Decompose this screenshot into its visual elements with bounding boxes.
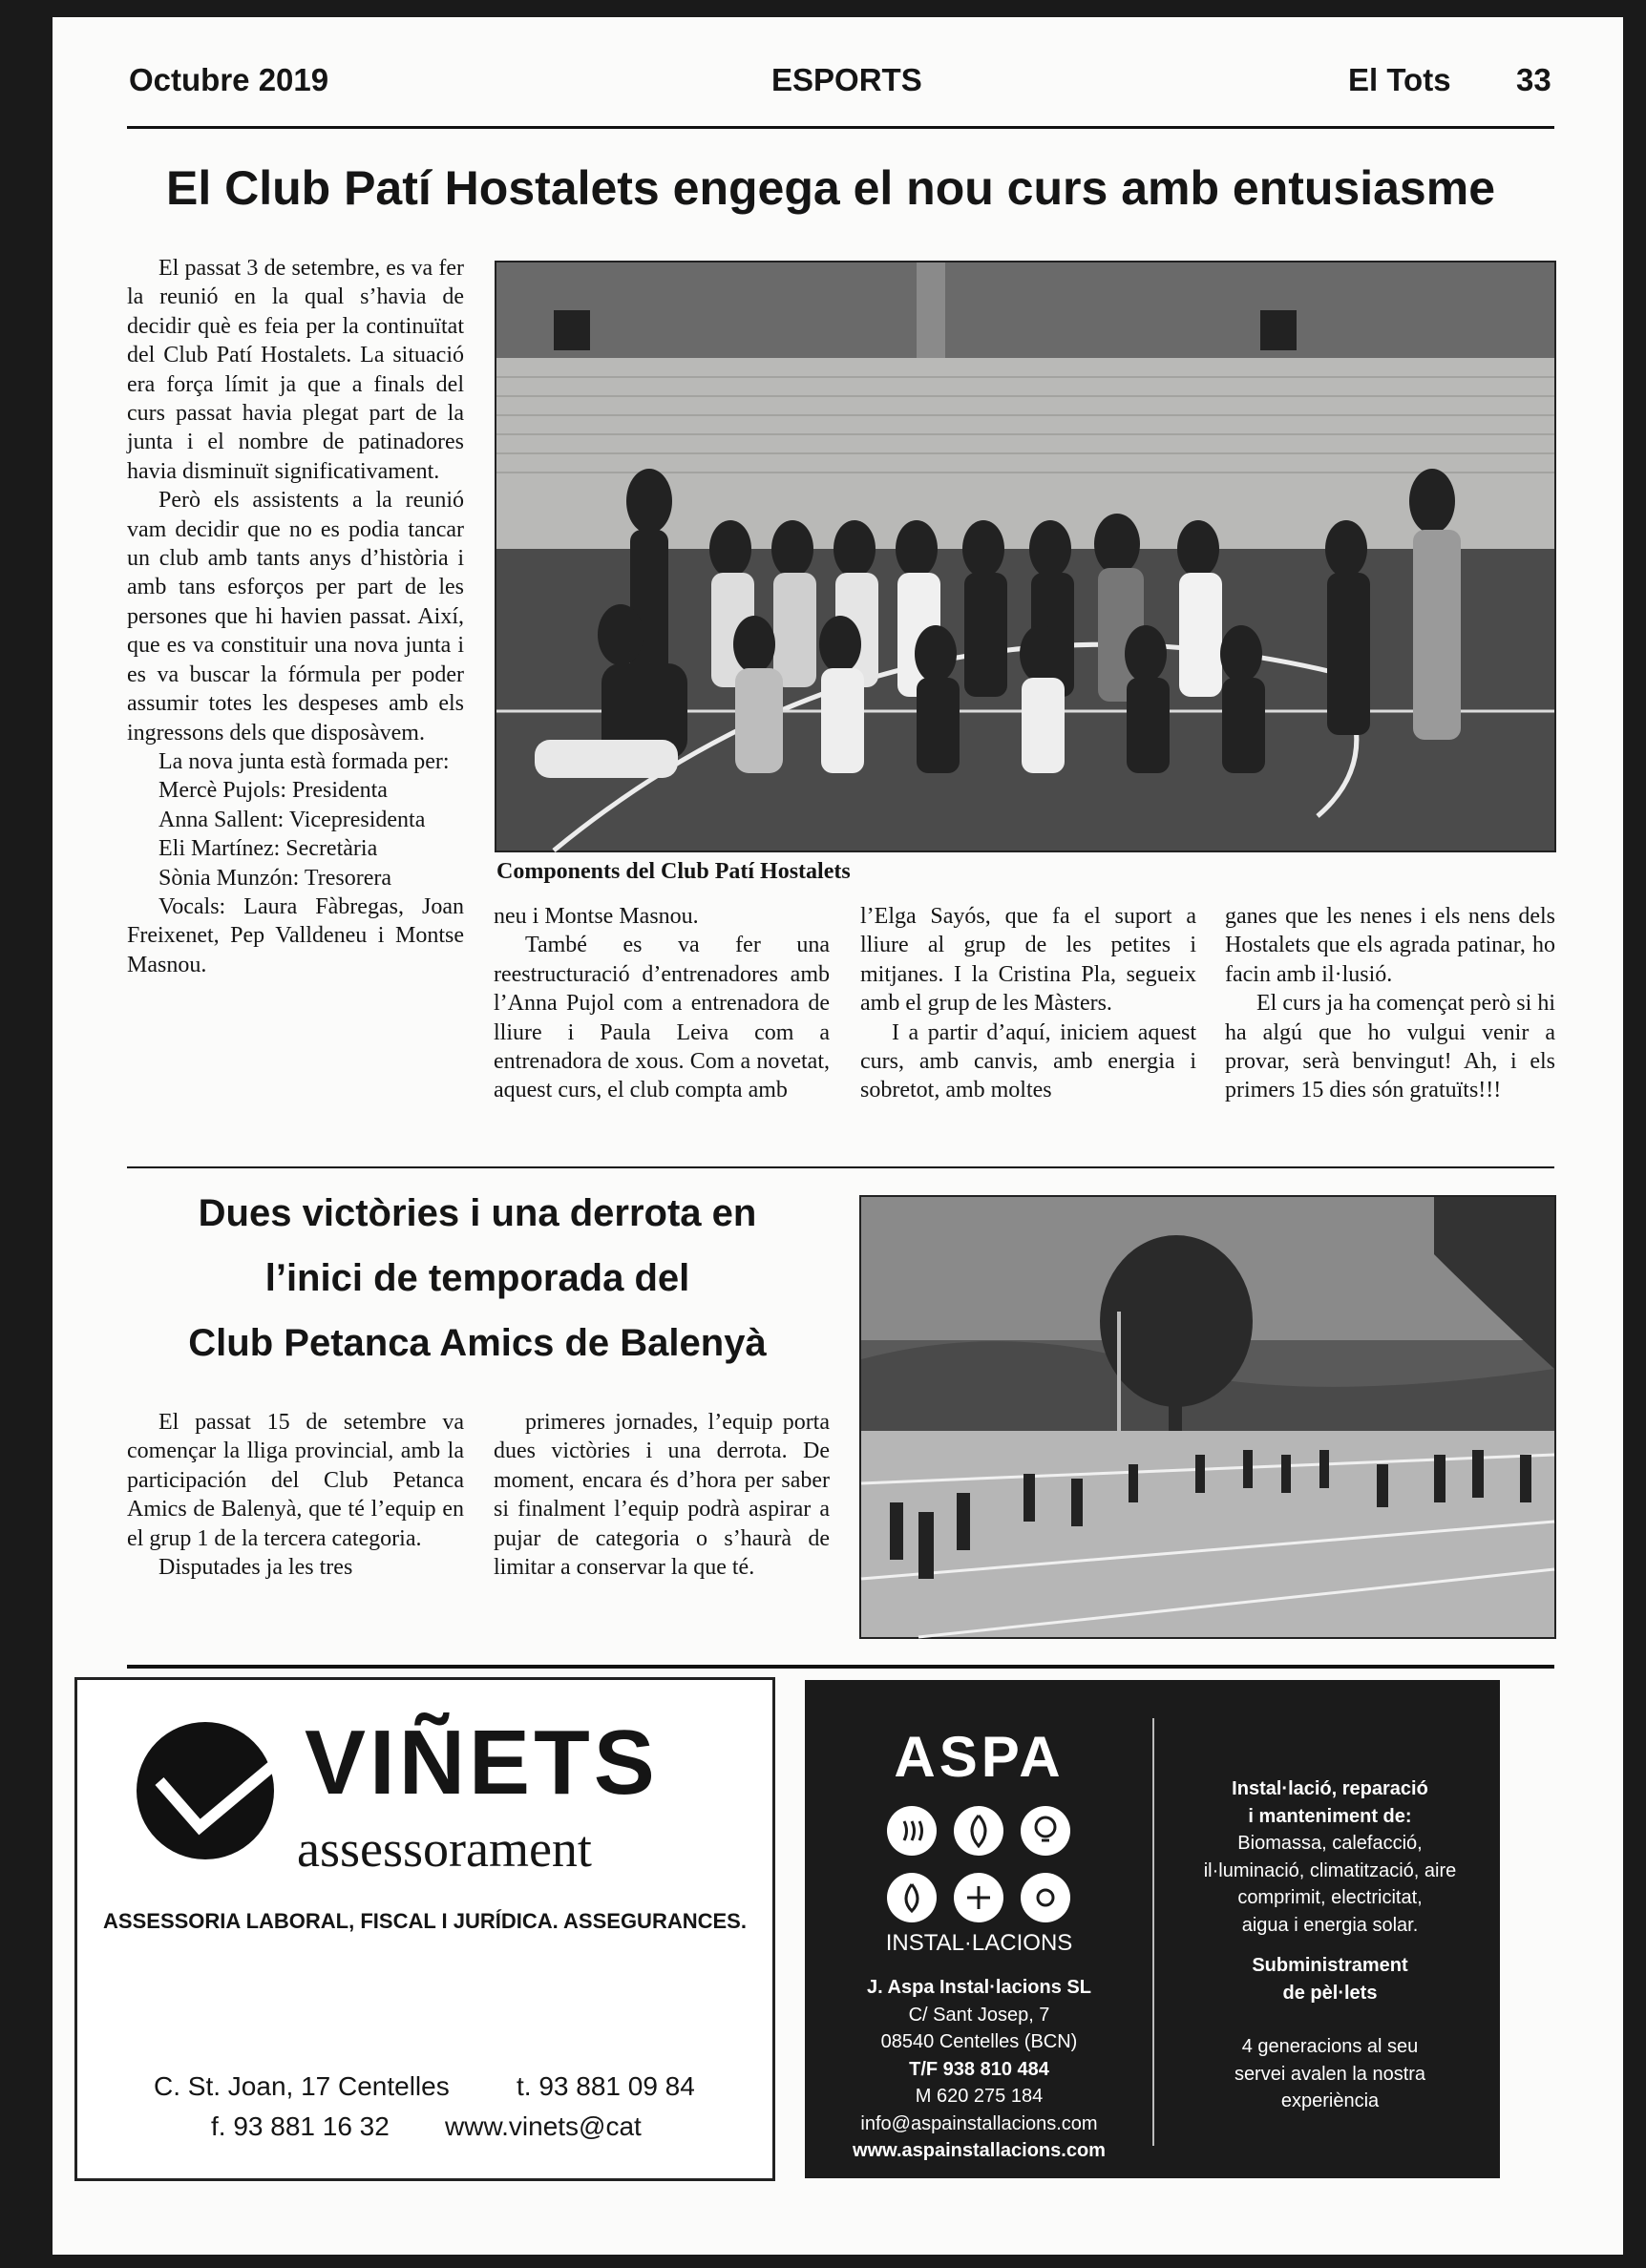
aspa-email: info@aspainstallacions.com [860, 2112, 1098, 2134]
vinets-phone: t. 93 881 09 84 [517, 2071, 695, 2101]
vinets-ad [74, 1677, 775, 2181]
publication-name: El Tots [1348, 62, 1451, 97]
paragraph: També es va fer una reestructuració d’entrenadores amb l’Anna Pujol com a entrenadora de lliure i Paula Leiva com a entrenadora de xous. Com a novetat, aquest curs, el club compta amb [494, 933, 830, 1103]
paragraph: El passat 3 de setembre, es va fer la reunió en la qual s’havia de decidir què es feia per la continuïtat del Club Patí Hostalets. La situació era força límit ja que a finals del curs passat havia plegat part de la junta i el nombre de patinadores havia disminuït significativament. [127, 256, 464, 484]
services-line: comprimit, electricitat, [1237, 1887, 1423, 1908]
board-member: Vocals: Laura Fàbregas, Joan Freixenet, Pep Valldeneu i Montse Masnou. [127, 893, 464, 977]
club-group-photo [495, 261, 1556, 852]
paragraph: La nova junta està formada per: [158, 748, 450, 774]
photo-scene [496, 262, 1554, 850]
board-member: Anna Sallent: Vicepresidenta [158, 807, 426, 832]
vinets-web: www.vinets@cat [445, 2111, 642, 2141]
vinets-logo-icon [131, 1714, 303, 1867]
photo-scene [861, 1197, 1554, 1637]
paragraph: Però els assistents a la reunió vam decidir que no es podia tancar un club amb tants anys d’història i amb tans esforços per part de les persones que hi havien passat. Així, que es va constituir una nova junta i es va buscar la fórmula per poder assumir totes les despeses amb els ingressons dels que disposàvem. [127, 488, 464, 746]
aspa-subtitle: INSTAL·LACIONS [885, 1930, 1073, 1956]
page-number: 33 [1516, 62, 1551, 97]
title-line: l’inici de temporada del [264, 1257, 690, 1299]
paragraph: ganes que les nenes i els nens dels Hostalets que els agrada patinar, ho facin amb il·lusió. [1225, 904, 1555, 987]
generations-line: 4 generacions al seu [1241, 2036, 1419, 2057]
aspa-divider [1152, 1718, 1154, 2146]
services-line: aigua i energia solar. [1241, 1914, 1419, 1936]
board-member: Eli Martínez: Secretària [158, 836, 378, 862]
title-line: Dues victòries i una derrota en [198, 1192, 757, 1234]
board-member: Mercè Pujols: Presidenta [158, 778, 388, 804]
header-rule [127, 126, 1554, 129]
article1-col1 [127, 254, 464, 977]
generations-line: experiència [1280, 2090, 1380, 2111]
article1-col4 [1225, 902, 1555, 1105]
aspa-city: 08540 Centelles (BCN) [880, 2031, 1078, 2052]
generations-line: servei avalen la nostra [1234, 2063, 1426, 2085]
title-line: Club Petanca Amics de Balenyà [188, 1322, 767, 1364]
section-name: ESPORTS [771, 62, 922, 97]
article1-title: El Club Patí Hostalets engega el nou curs amb entusiasme [165, 161, 1496, 215]
vinets-brand: VIÑETS [305, 1712, 659, 1814]
aspa-street: C/ Sant Josep, 7 [908, 2004, 1050, 2026]
aspa-service-icons [883, 1802, 1074, 1926]
article1-col2 [494, 902, 830, 1105]
paragraph: Disputades ja les tres [158, 1555, 353, 1581]
board-member: Sònia Munzón: Tresorera [158, 865, 391, 891]
issue-date: Octubre 2019 [129, 62, 329, 97]
photo-caption: Components del Club Patí Hostalets [496, 859, 851, 884]
paragraph: neu i Montse Masnou. [494, 904, 699, 929]
ads-divider [127, 1665, 1554, 1669]
vinets-services: ASSESSORIA LABORAL, FISCAL I JURÍDICA. ASSEGURANCES. [103, 1909, 747, 1933]
aspa-web: www.aspainstallacions.com [853, 2140, 1106, 2161]
pellets-line: de pèl·lets [1282, 1982, 1378, 2004]
pellets-line: Subministrament [1252, 1955, 1408, 1976]
aspa-contact [805, 1974, 1153, 2165]
services-line: il·luminació, climatització, aire [1203, 1859, 1457, 1881]
paragraph: I a partir d’aquí, iniciem aquest curs, amb canvis, amb energia i sobretot, amb moltes [860, 1019, 1196, 1103]
vinets-subtitle: assessorament [297, 1820, 592, 1878]
aspa-brand: ASPA [894, 1725, 1065, 1789]
aspa-phone: T/F 938 810 484 [909, 2058, 1049, 2080]
section-divider [127, 1166, 1554, 1168]
article2-col2 [494, 1408, 830, 1582]
paragraph: primeres jornades, l’equip porta dues victòries i una derrota. De moment, encara és d’hora per saber si finalment l’equip podrà aspirar a pujar de categoria o s’haurà de limitar a conservar la que té. [494, 1410, 830, 1581]
article2-col1 [127, 1408, 464, 1582]
services-line: Biomassa, calefacció, [1237, 1833, 1423, 1854]
services-title: i manteniment de: [1248, 1805, 1412, 1827]
aspa-company: J. Aspa Instal·lacions SL [867, 1977, 1091, 1998]
vinets-address: C. St. Joan, 17 Centelles [154, 2071, 450, 2101]
vinets-fax: f. 93 881 16 32 [211, 2111, 390, 2141]
paragraph: El curs ja ha començat però si hi ha algú que ho vulgui venir a provar, serà benvingut! Ah, i els primers 15 dies són gratuïts!!! [1225, 991, 1555, 1103]
article2-title [124, 1181, 831, 1376]
aspa-services [1163, 1775, 1497, 2115]
services-title: Instal·lació, reparació [1232, 1778, 1428, 1799]
paragraph: l’Elga Sayós, que fa el suport a lliure al grup de les petites i mitjanes. I la Cristina Pla, segueix amb el grup de les Màsters. [860, 904, 1196, 1017]
article1-col3 [860, 902, 1196, 1105]
aspa-ad [805, 1680, 1500, 2178]
aspa-mobile: M 620 275 184 [915, 2086, 1044, 2107]
paragraph: El passat 15 de setembre va començar la lliga provincial, amb la participación del Club Petanca Amics de Balenyà, que té l’equip en el grup 1 de la tercera categoria. [127, 1410, 464, 1551]
petanque-photo [859, 1195, 1556, 1639]
